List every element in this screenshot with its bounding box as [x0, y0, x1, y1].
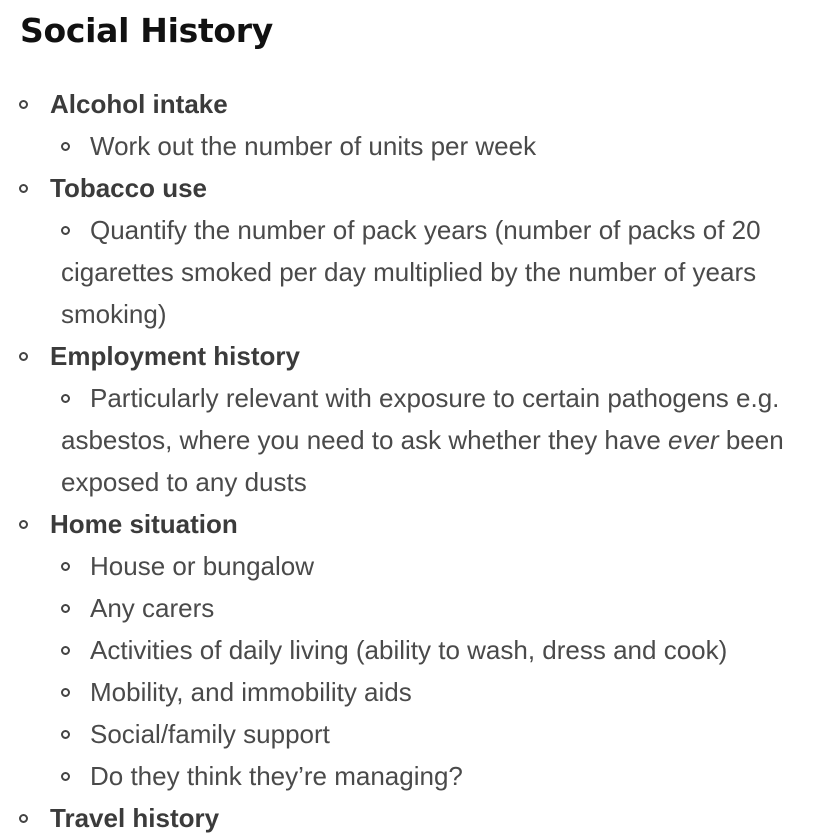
sub-list-item — [61, 755, 827, 797]
sub-item-text: House or bungalow — [90, 551, 315, 581]
circle-bullet-icon — [19, 352, 28, 361]
section-label-tobacco-use: Tobacco use — [50, 173, 208, 203]
sub-list-item — [61, 713, 827, 755]
circle-bullet-icon — [19, 814, 28, 823]
sub-list-item — [61, 671, 827, 713]
home-situation-sublist — [50, 545, 827, 797]
section-label-home-situation: Home situation — [50, 509, 238, 539]
sub-item-text: Work out the number of units per week — [90, 131, 537, 161]
list-item-travel-history — [0, 797, 827, 839]
circle-bullet-icon — [61, 394, 70, 403]
circle-bullet-icon — [61, 772, 70, 781]
sub-item-text-before: Particularly relevant with exposure to certain pathogens e.g. asbestos, where you need to ask whether they have — [61, 383, 780, 455]
list-item-tobacco-use — [0, 167, 827, 335]
sub-list-item — [61, 377, 827, 503]
sub-item-text: Social/family support — [90, 719, 330, 749]
circle-bullet-icon — [61, 604, 70, 613]
sub-item-emphasis: ever — [668, 425, 719, 455]
sub-list-item — [61, 545, 827, 587]
circle-bullet-icon — [61, 730, 70, 739]
sub-item-text: Quantify the number of pack years (number of packs of 20 cigarettes smoked per day multiplied by the number of years smoking) — [61, 215, 761, 329]
circle-bullet-icon — [19, 100, 28, 109]
list-item-alcohol-intake — [0, 83, 827, 167]
employment-history-sublist — [50, 377, 827, 503]
sub-list-item — [61, 587, 827, 629]
circle-bullet-icon — [61, 562, 70, 571]
circle-bullet-icon — [19, 184, 28, 193]
circle-bullet-icon — [19, 520, 28, 529]
sub-item-text: Activities of daily living (ability to wash, dress and cook) — [90, 635, 728, 665]
circle-bullet-icon — [61, 646, 70, 655]
circle-bullet-icon — [61, 226, 70, 235]
page-title: Social History — [20, 11, 273, 50]
sub-list-item — [61, 209, 827, 335]
sub-list-item — [61, 629, 827, 671]
circle-bullet-icon — [61, 688, 70, 697]
list-item-employment-history — [0, 335, 827, 503]
social-history-list — [0, 83, 827, 839]
sub-item-text: Do they think they’re managing? — [90, 761, 463, 791]
sub-list-item — [61, 125, 827, 167]
tobacco-use-sublist — [50, 209, 827, 335]
circle-bullet-icon — [61, 142, 70, 151]
sub-item-text-after: been exposed to any dusts — [61, 425, 784, 497]
section-label-travel-history: Travel history — [50, 803, 220, 833]
sub-item-text: Any carers — [90, 593, 215, 623]
sub-item-text: Mobility, and immobility aids — [90, 677, 412, 707]
section-label-alcohol-intake: Alcohol intake — [50, 89, 228, 119]
alcohol-intake-sublist — [50, 125, 827, 167]
list-item-home-situation — [0, 503, 827, 797]
section-label-employment-history: Employment history — [50, 341, 300, 371]
